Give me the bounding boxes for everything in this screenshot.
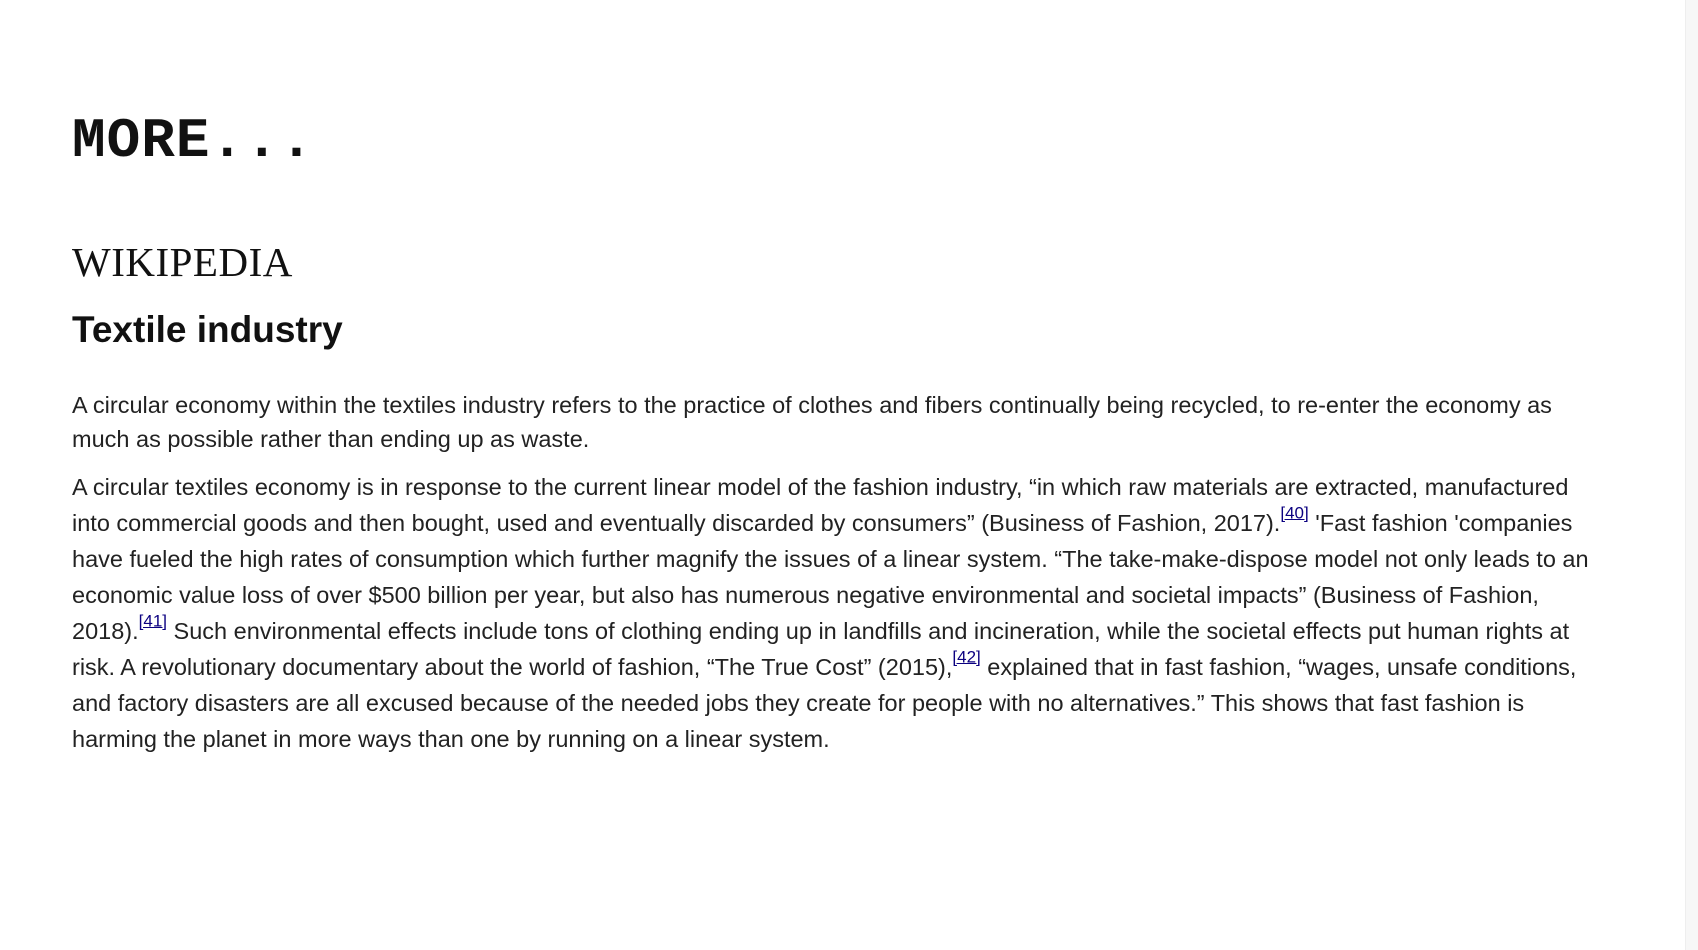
paragraph-text-segment: 'Fast fashion 'companies have fueled the high rates of consumption which further magnify the issues of a linear system. “The take-make-dispose model not only leads to an economic value loss of over $500 billion per year, but also has numerous negative environmental and societal impacts” (Business of Fashion, 2018).	[72, 510, 1589, 644]
wikipedia-logo[interactable]: WIKIPEDIA	[72, 239, 293, 285]
more-title: MORE...	[72, 109, 315, 173]
content-area	[72, 108, 1612, 757]
paragraph-text-segment: A circular textiles economy is in response to the current linear model of the fashion industry, “in which raw materials are extracted, manufactured into commercial goods and then bought, used and eventually discarded by consumers” (Business of Fashion, 2017).	[72, 474, 1569, 536]
citation-41[interactable]	[139, 611, 167, 630]
citation-link-42[interactable]: [42]	[952, 647, 981, 667]
paragraph-text-segment: Such environmental effects include tons of clothing ending up in landfills and incineration, while the societal effects put human rights at risk. A revolutionary documentary about the world of fashion, “The True Cost” (2015),	[72, 618, 1570, 680]
scrollbar-track[interactable]	[1685, 0, 1698, 950]
citation-link-41[interactable]: [41]	[138, 611, 167, 631]
paragraph-intro: A circular economy within the textiles industry refers to the practice of clothes and fibers continually being recycled, to re-enter the economy as much as possible rather than ending up as waste.	[72, 392, 1552, 452]
article-title: Textile industry	[72, 309, 343, 350]
citation-link-40[interactable]: [40]	[1280, 503, 1309, 523]
paragraph-text-segment: explained that in fast fashion, “wages, unsafe conditions, and factory disasters are all excused because of the needed jobs they create for people with no alternatives.” This shows that fast fashion is harming the planet in more ways than one by running on a linear system.	[72, 654, 1577, 752]
citation-40[interactable]	[1280, 503, 1308, 522]
citation-42[interactable]	[952, 647, 980, 666]
paragraph-body	[72, 469, 1612, 757]
